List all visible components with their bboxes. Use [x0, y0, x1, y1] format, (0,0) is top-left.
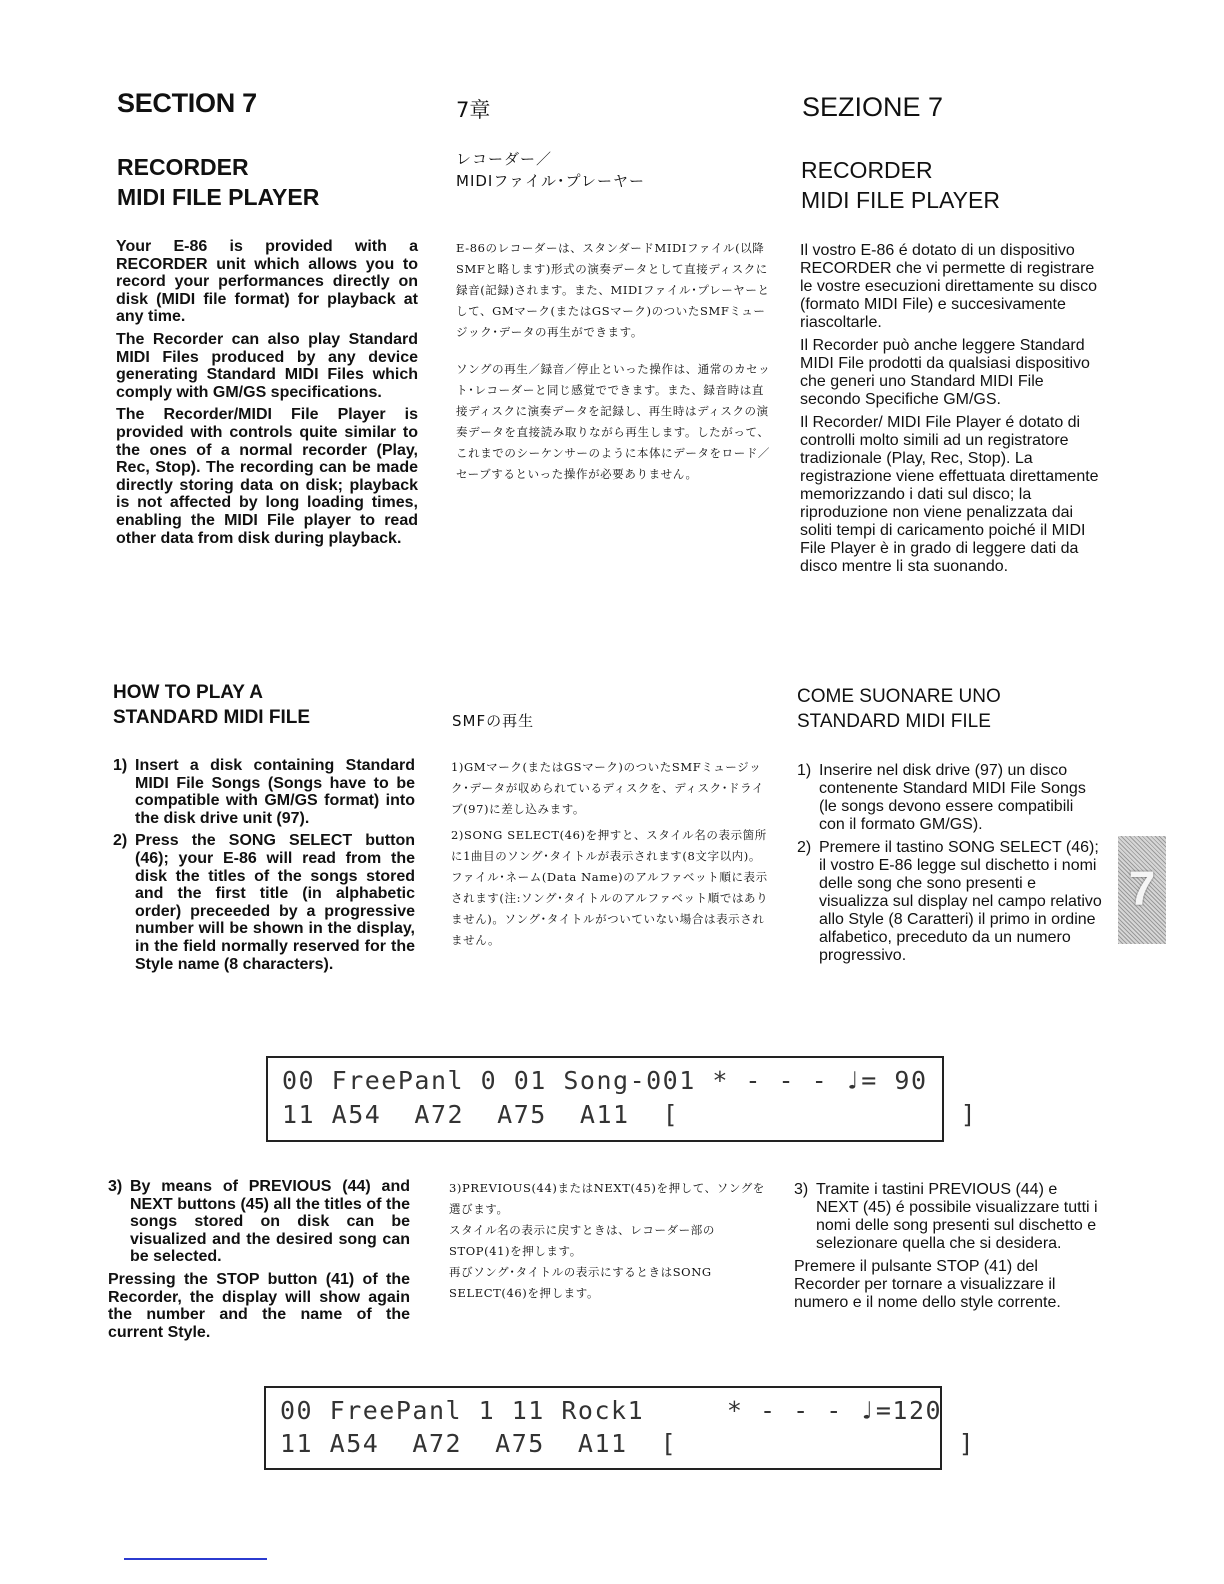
howto-heading-it-line1: COME SUONARE UNO [797, 686, 1001, 707]
intro-it-paragraph: Il Recorder può anche leggere Standard MIDI File prodotti da qualsiasi dispositivo che generi uno Standard MIDI File secondo Specifiche GM/GS. [800, 337, 1090, 408]
step-ja: 3)PREVIOUS(44)またはNEXT(45)を押して、ソングを選びます。 [449, 1181, 765, 1216]
step3-en-note: Pressing the STOP button (41) of the Recorder, the display will show again the number and the name of the current Style. [108, 1270, 410, 1341]
subheading-ja-line2: MIDIファイル･プレーヤー [456, 172, 645, 190]
section-title-ja: 7章 [456, 98, 491, 122]
steps-it [797, 762, 1103, 970]
intro-ja-paragraph: ソングの再生／録音／停止といった操作は、通常のカセット･レコーダーと同じ感覚でできます。また、録音時は直接ディスクに演奏データを記録し、再生時はディスクの演奏データを直接読み取りながら再生します。したがって、これまでのシーケンサーのように本体にデータをロード／セーブするといった操作が必要ありません。 [456, 362, 771, 481]
steps-ja [451, 757, 771, 956]
step-number: 2) [797, 839, 812, 856]
steps3-en [108, 1178, 410, 1266]
list-item [797, 839, 1103, 965]
lcd-display-style [264, 1386, 976, 1470]
step-ja: 1)GMマーク(またはGSマーク)のついたSMFミュージック･データが収められているディスクを、ディスク･ドライブ(97)に差し込みます。 [451, 760, 765, 816]
intro-it [800, 242, 1104, 581]
subheading-ja-line1: レコーダー／ [456, 150, 553, 168]
lcd-line-2: 11 A54 A72 A75 A11 [ ] [280, 1429, 976, 1458]
step-text: Insert a disk containing Standard MIDI File Songs (Songs have to be compatible with GM/GS format) into the disk drive unit (97). [135, 757, 415, 827]
subheading-en [117, 152, 319, 212]
subheading-it [801, 155, 1000, 215]
section-thumb-tab: 7 [1118, 836, 1166, 944]
step3-it [794, 1181, 1100, 1317]
step-text: Press the SONG SELECT button (46); your E-86 will read from the disk the titles of the songs stored and the first title (in alphabetic order) preceeded by a progressive number will be shown in the display, in the field normally reserved for the Style name (8 characters). [135, 832, 415, 973]
howto-heading-it [797, 684, 1001, 734]
lcd-display-song-select [266, 1056, 978, 1142]
howto-heading-en-line2: STANDARD MIDI FILE [113, 707, 311, 728]
steps-en [113, 757, 415, 978]
howto-heading-en [113, 680, 310, 730]
footer-rule [124, 1558, 267, 1560]
list-item [794, 1181, 1100, 1253]
step3-en [108, 1178, 410, 1346]
list-item [113, 832, 415, 973]
step3-ja [449, 1178, 769, 1304]
step-text: By means of PREVIOUS (44) and NEXT buttons (45) all the titles of the songs stored on disk can be visualized and the desired song can be selected. [130, 1178, 410, 1266]
intro-ja [456, 238, 772, 490]
step-ja: 再びソング･タイトルの表示にするときはSONG SELECT(46)を押します。 [449, 1265, 712, 1300]
step-number: 3) [794, 1181, 809, 1198]
lcd-line-1: 00 FreePanl 0 01 Song-001 * - - - ♩= 90 [282, 1066, 928, 1095]
step-number: 2) [113, 832, 128, 850]
subheading-it-line1: RECORDER [801, 157, 933, 183]
howto-heading-it-line2: STANDARD MIDI FILE [797, 711, 991, 732]
intro-en-paragraph: The Recorder/MIDI File Player is provided with controls quite similar to the ones of a normal recorder (Play, Rec, Stop). The recording can be made directly storing data on disk; playback is not affected by long loading times, enabling the MIDI File player to read other data from disk during playback. [116, 406, 418, 547]
intro-it-paragraph: Il vostro E-86 é dotato di un dispositivo RECORDER che vi permette di registrare le vostre esecuzioni direttamente su disco (formato MIDI File) e succesivamente riascoltarle. [800, 242, 1098, 331]
section-title-en: SECTION 7 [117, 88, 257, 118]
section-title-it: SEZIONE 7 [802, 92, 944, 122]
intro-en [116, 238, 418, 552]
intro-en-paragraph: The Recorder can also play Standard MIDI Files produced by any device generating Standard MIDI Files which comply with GM/GS specifications. [116, 330, 418, 401]
intro-en-paragraph: Your E-86 is provided with a RECORDER unit which allows you to record your performances directly on disk (MIDI file format) for playback at any time. [116, 238, 418, 326]
step-number: 1) [797, 762, 812, 779]
subheading-ja [456, 148, 645, 192]
list-item [108, 1178, 410, 1266]
step-number: 1) [113, 757, 128, 774]
step-text: Inserire nel disk drive (97) un disco contenente Standard MIDI File Songs (le songs devono essere compatibili con il formato GM/GS). [819, 762, 1086, 833]
step-text: Premere il tastino SONG SELECT (46); il vostro E-86 legge sul dischetto i nomi delle song che sono presenti e visualizza sul display nel campo relativo allo Style (8 Caratteri) il primo in ordine alfabetico, preceduto da un numero progressivo. [819, 839, 1102, 964]
step-ja: スタイル名の表示に戻すときは、レコーダー部のSTOP(41)を押します。 [449, 1223, 715, 1258]
step-text: Tramite i tastini PREVIOUS (44) e NEXT (45) é possibile visualizzare tutti i nomi delle song presenti sul dischetto e selezionare quella che si desidera. [816, 1181, 1098, 1252]
subheading-it-line2: MIDI FILE PLAYER [801, 187, 1000, 213]
subheading-en-line2: MIDI FILE PLAYER [117, 184, 320, 210]
list-item [113, 757, 415, 827]
subheading-en-line1: RECORDER [117, 154, 249, 180]
step-number: 3) [108, 1178, 123, 1195]
steps3-it [794, 1181, 1100, 1253]
lcd-line-2: 11 A54 A72 A75 A11 [ ] [282, 1100, 978, 1129]
list-item [797, 762, 1103, 834]
lcd-line-1: 00 FreePanl 1 11 Rock1 * - - - ♩=120 [280, 1396, 943, 1425]
step3-it-note: Premere il pulsante STOP (41) del Recorder per tornare a visualizzare il numero e il nome dello style corrente. [794, 1258, 1061, 1311]
step-ja: 2)SONG SELECT(46)を押すと、スタイル名の表示箇所に1曲目のソング･タイトルが表示されます(8文字以内)。ファイル･ネーム(Data Name)のアルファベット順に表示されます(注:ソング･タイトルのアルファベット順ではありません)。ソング･タイトルがついていない場合は表示されません。 [451, 828, 769, 947]
intro-it-paragraph: Il Recorder/ MIDI File Player é dotato di controlli molto simili ad un registratore tradizionale (Play, Rec, Stop). La registrazione viene effettuata direttamente memorizzando i dati sul disco; la riproduzione non viene penalizzata dai soliti tempi di caricamento poiché il MIDI File Player è in grado di leggere dati da disco mentre li sta suonando. [800, 414, 1099, 575]
howto-heading-ja: SMFの再生 [452, 712, 535, 730]
intro-ja-paragraph: E-86のレコーダーは、スタンダードMIDIファイル(以降SMFと略します)形式の演奏データとして直接ディスクに録音(記録)されます。また、MIDIファイル･プレーヤーとして、GMマーク(またはGSマーク)のついたSMFミュージック･データの再生ができます。 [456, 241, 770, 339]
howto-heading-en-line1: HOW TO PLAY A [113, 682, 263, 703]
